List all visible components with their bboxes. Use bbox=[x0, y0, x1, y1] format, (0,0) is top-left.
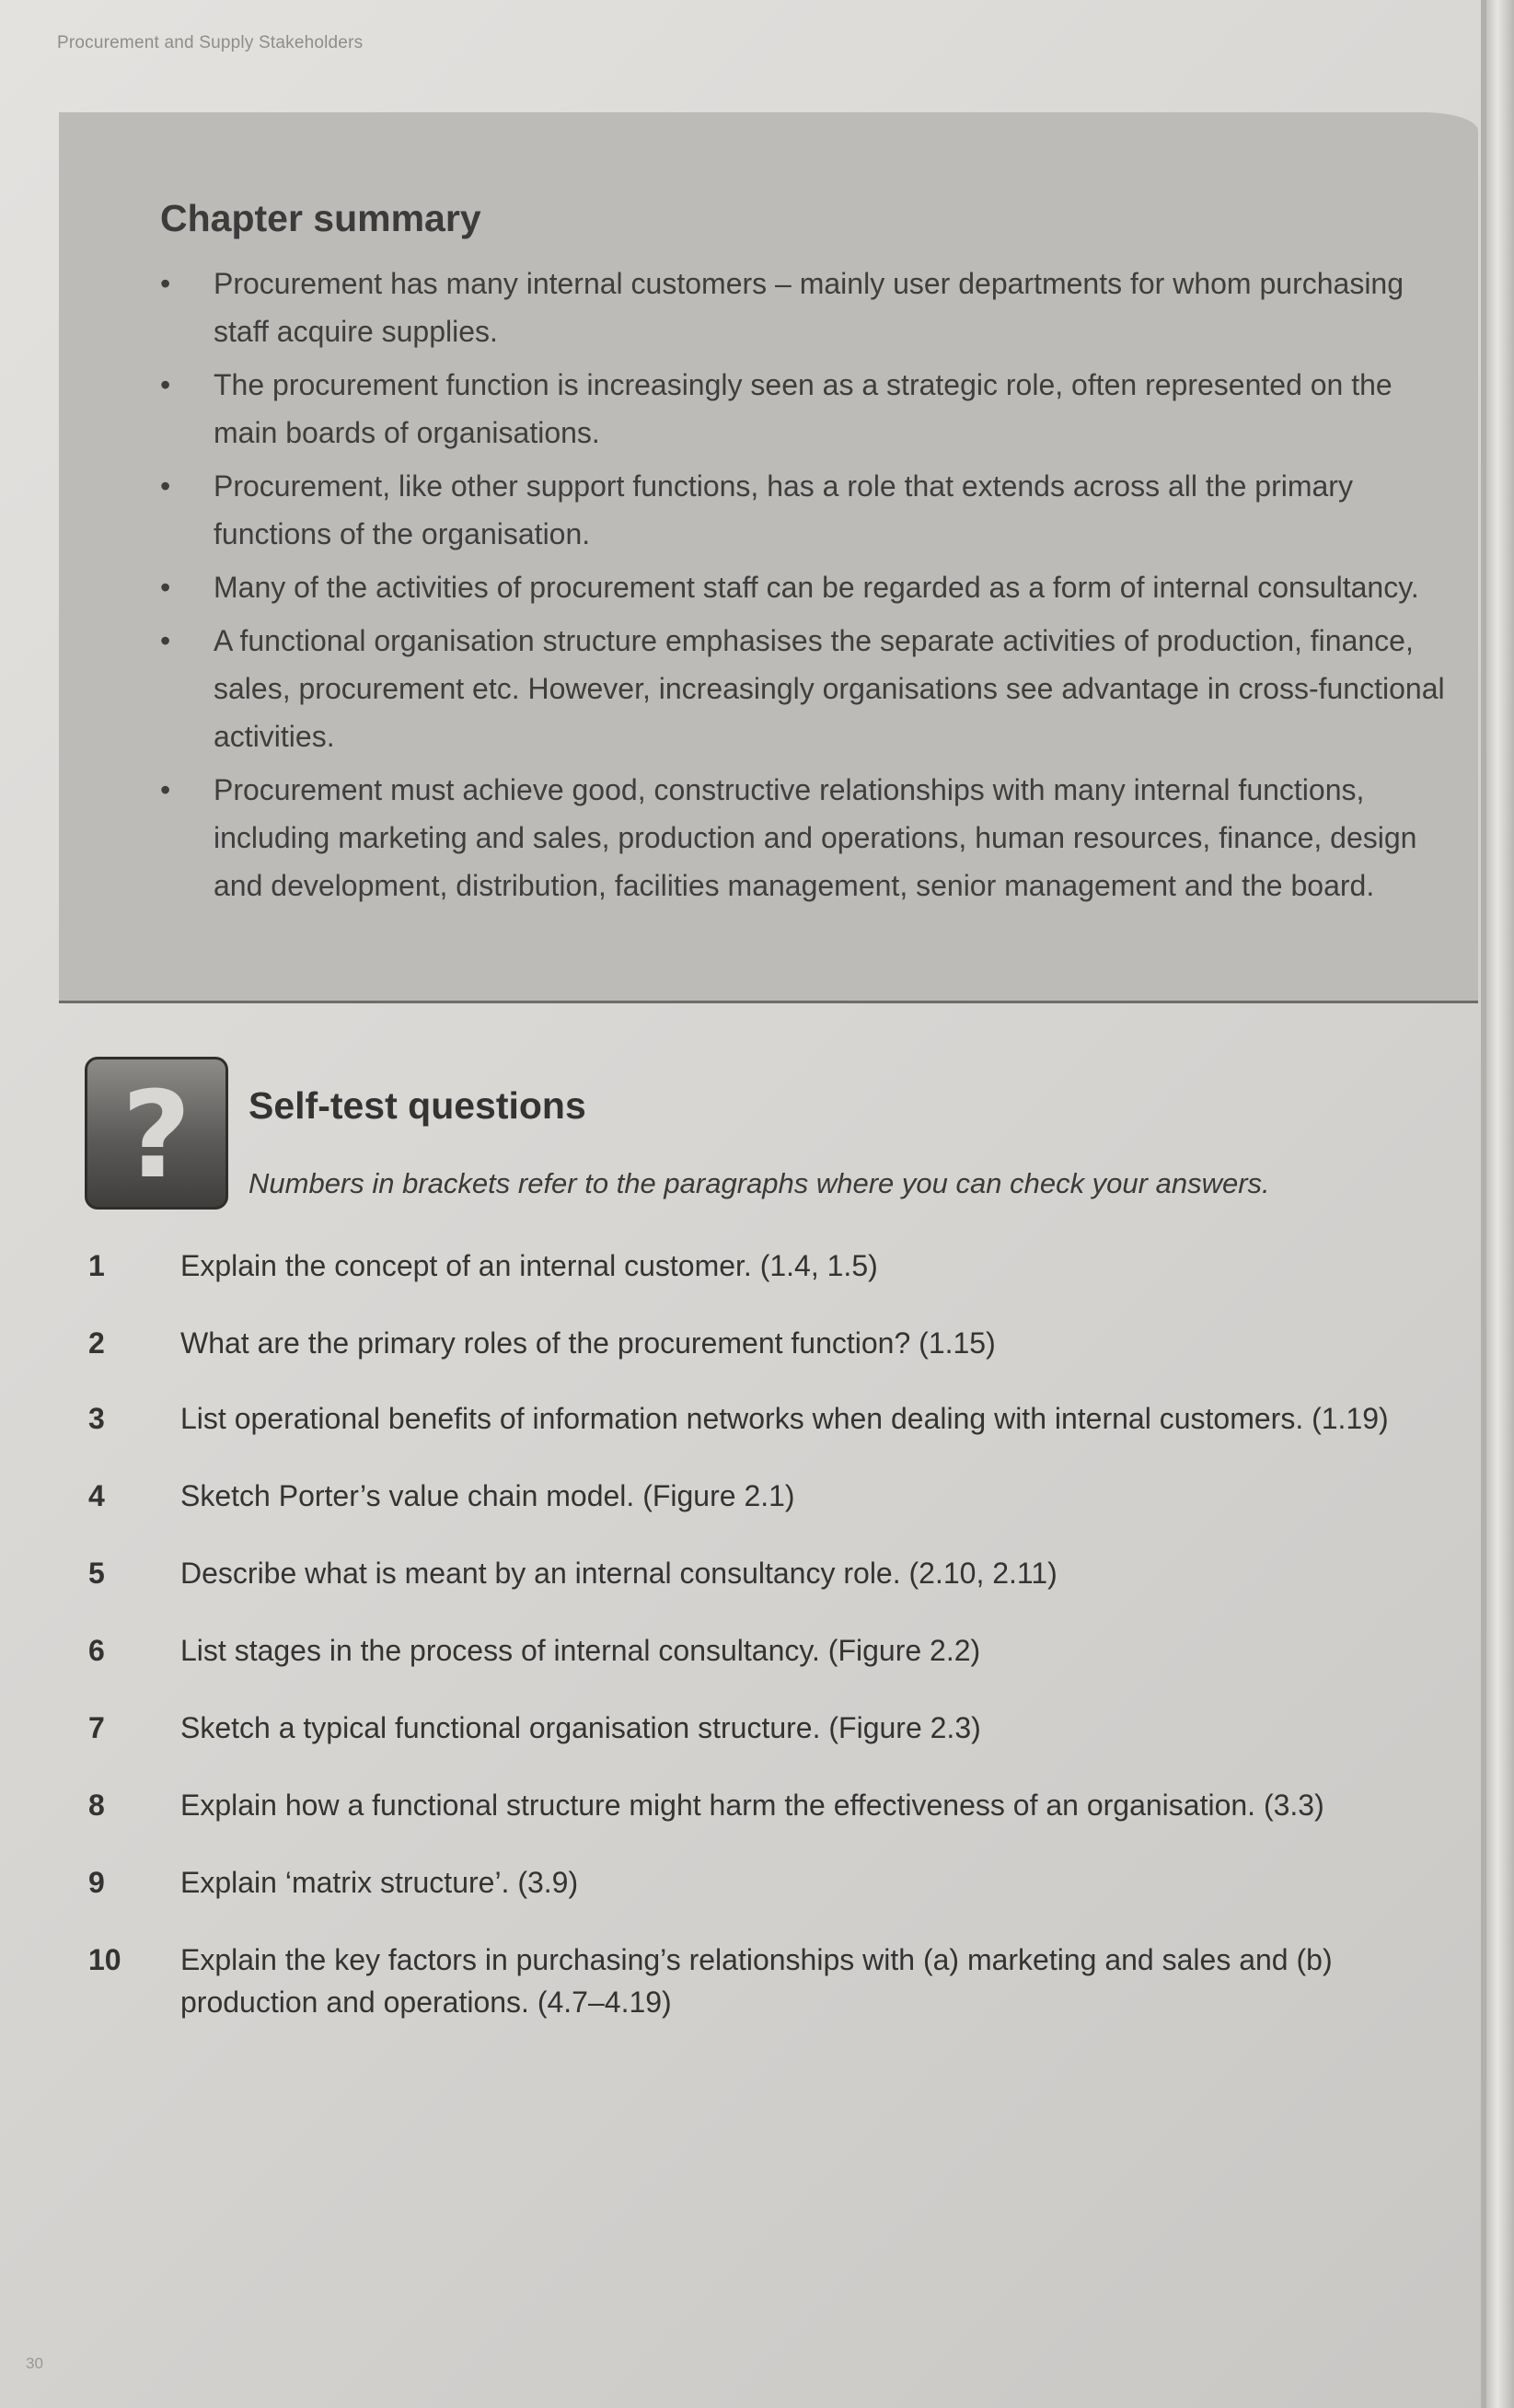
question-text: Explain the key factors in purchasing’s relationships with (a) marketing and sales and (b) production and operations. (4.7–4.19) bbox=[180, 1943, 1333, 2019]
question-text: What are the primary roles of the procurement function? (1.15) bbox=[180, 1326, 996, 1360]
summary-item-text: Procurement must achieve good, constructive relationships with many internal functions, including marketing and sales, production and operations, human resources, finance, design and development, distribution, facilities management, senior management and the board. bbox=[214, 773, 1417, 902]
question-number: 4 bbox=[88, 1479, 105, 1512]
bullet-icon: • bbox=[160, 267, 171, 300]
question-mark-icon bbox=[85, 1057, 228, 1210]
bullet-icon: • bbox=[160, 624, 171, 657]
summary-item bbox=[160, 617, 1449, 760]
question-text: Explain how a functional structure might harm the effectiveness of an organisation. (3.3) bbox=[180, 1789, 1324, 1822]
question-number: 3 bbox=[88, 1402, 105, 1435]
question-number: 2 bbox=[88, 1326, 105, 1360]
question-text: Sketch a typical functional organisation structure. (Figure 2.3) bbox=[180, 1711, 981, 1744]
bullet-icon: • bbox=[160, 571, 171, 604]
question-mark-glyph: ? bbox=[121, 1065, 191, 1205]
bullet-icon: • bbox=[160, 773, 171, 806]
page-edge bbox=[1486, 0, 1514, 2408]
summary-item bbox=[160, 766, 1449, 909]
chapter-summary-box bbox=[59, 112, 1478, 1003]
question-text: List stages in the process of internal consultancy. (Figure 2.2) bbox=[180, 1634, 981, 1667]
question-text: Sketch Porter’s value chain model. (Figure 2.1) bbox=[180, 1479, 795, 1512]
self-test-intro: Numbers in brackets refer to the paragraphs where you can check your answers. bbox=[248, 1167, 1270, 1199]
question-text: Describe what is meant by an internal consultancy role. (2.10, 2.11) bbox=[180, 1557, 1057, 1590]
question-text: Explain ‘matrix structure’. (3.9) bbox=[180, 1866, 579, 1899]
summary-item-text: Many of the activities of procurement staff can be regarded as a form of internal consultancy. bbox=[214, 571, 1419, 604]
summary-item-text: Procurement, like other support functions, has a role that extends across all the primary functions of the organisation. bbox=[214, 469, 1353, 550]
summary-item-text: A functional organisation structure emphasises the separate activities of production, finance, sales, procurement etc. However, increasingly organisations see advantage in cross-functional activities. bbox=[214, 624, 1445, 753]
question-number: 7 bbox=[88, 1711, 105, 1744]
summary-item bbox=[160, 462, 1449, 558]
question-number: 5 bbox=[88, 1557, 105, 1590]
question-number: 8 bbox=[88, 1789, 105, 1822]
question-text: List operational benefits of information networks when dealing with internal customers. (1.19) bbox=[180, 1402, 1389, 1435]
chapter-summary-list bbox=[160, 260, 1449, 915]
question-text: Explain the concept of an internal customer. (1.4, 1.5) bbox=[180, 1249, 878, 1282]
question-number: 9 bbox=[88, 1866, 105, 1899]
question-number: 6 bbox=[88, 1634, 105, 1667]
summary-item bbox=[160, 260, 1449, 355]
running-head: Procurement and Supply Stakeholders bbox=[57, 33, 364, 52]
self-test-title: Self-test questions bbox=[248, 1084, 586, 1127]
bullet-icon: • bbox=[160, 368, 171, 401]
summary-item bbox=[160, 361, 1449, 457]
page-number: 30 bbox=[26, 2355, 43, 2372]
chapter-summary-title: Chapter summary bbox=[160, 197, 481, 239]
summary-item-text: Procurement has many internal customers – mainly user departments for whom purchasing staff acquire supplies. bbox=[214, 267, 1404, 348]
bullet-icon: • bbox=[160, 469, 171, 503]
summary-item bbox=[160, 563, 1449, 611]
question-number: 10 bbox=[88, 1943, 121, 1976]
question-number: 1 bbox=[88, 1249, 105, 1282]
summary-item-text: The procurement function is increasingly seen as a strategic role, often represented on the main boards of organisations. bbox=[214, 368, 1393, 449]
